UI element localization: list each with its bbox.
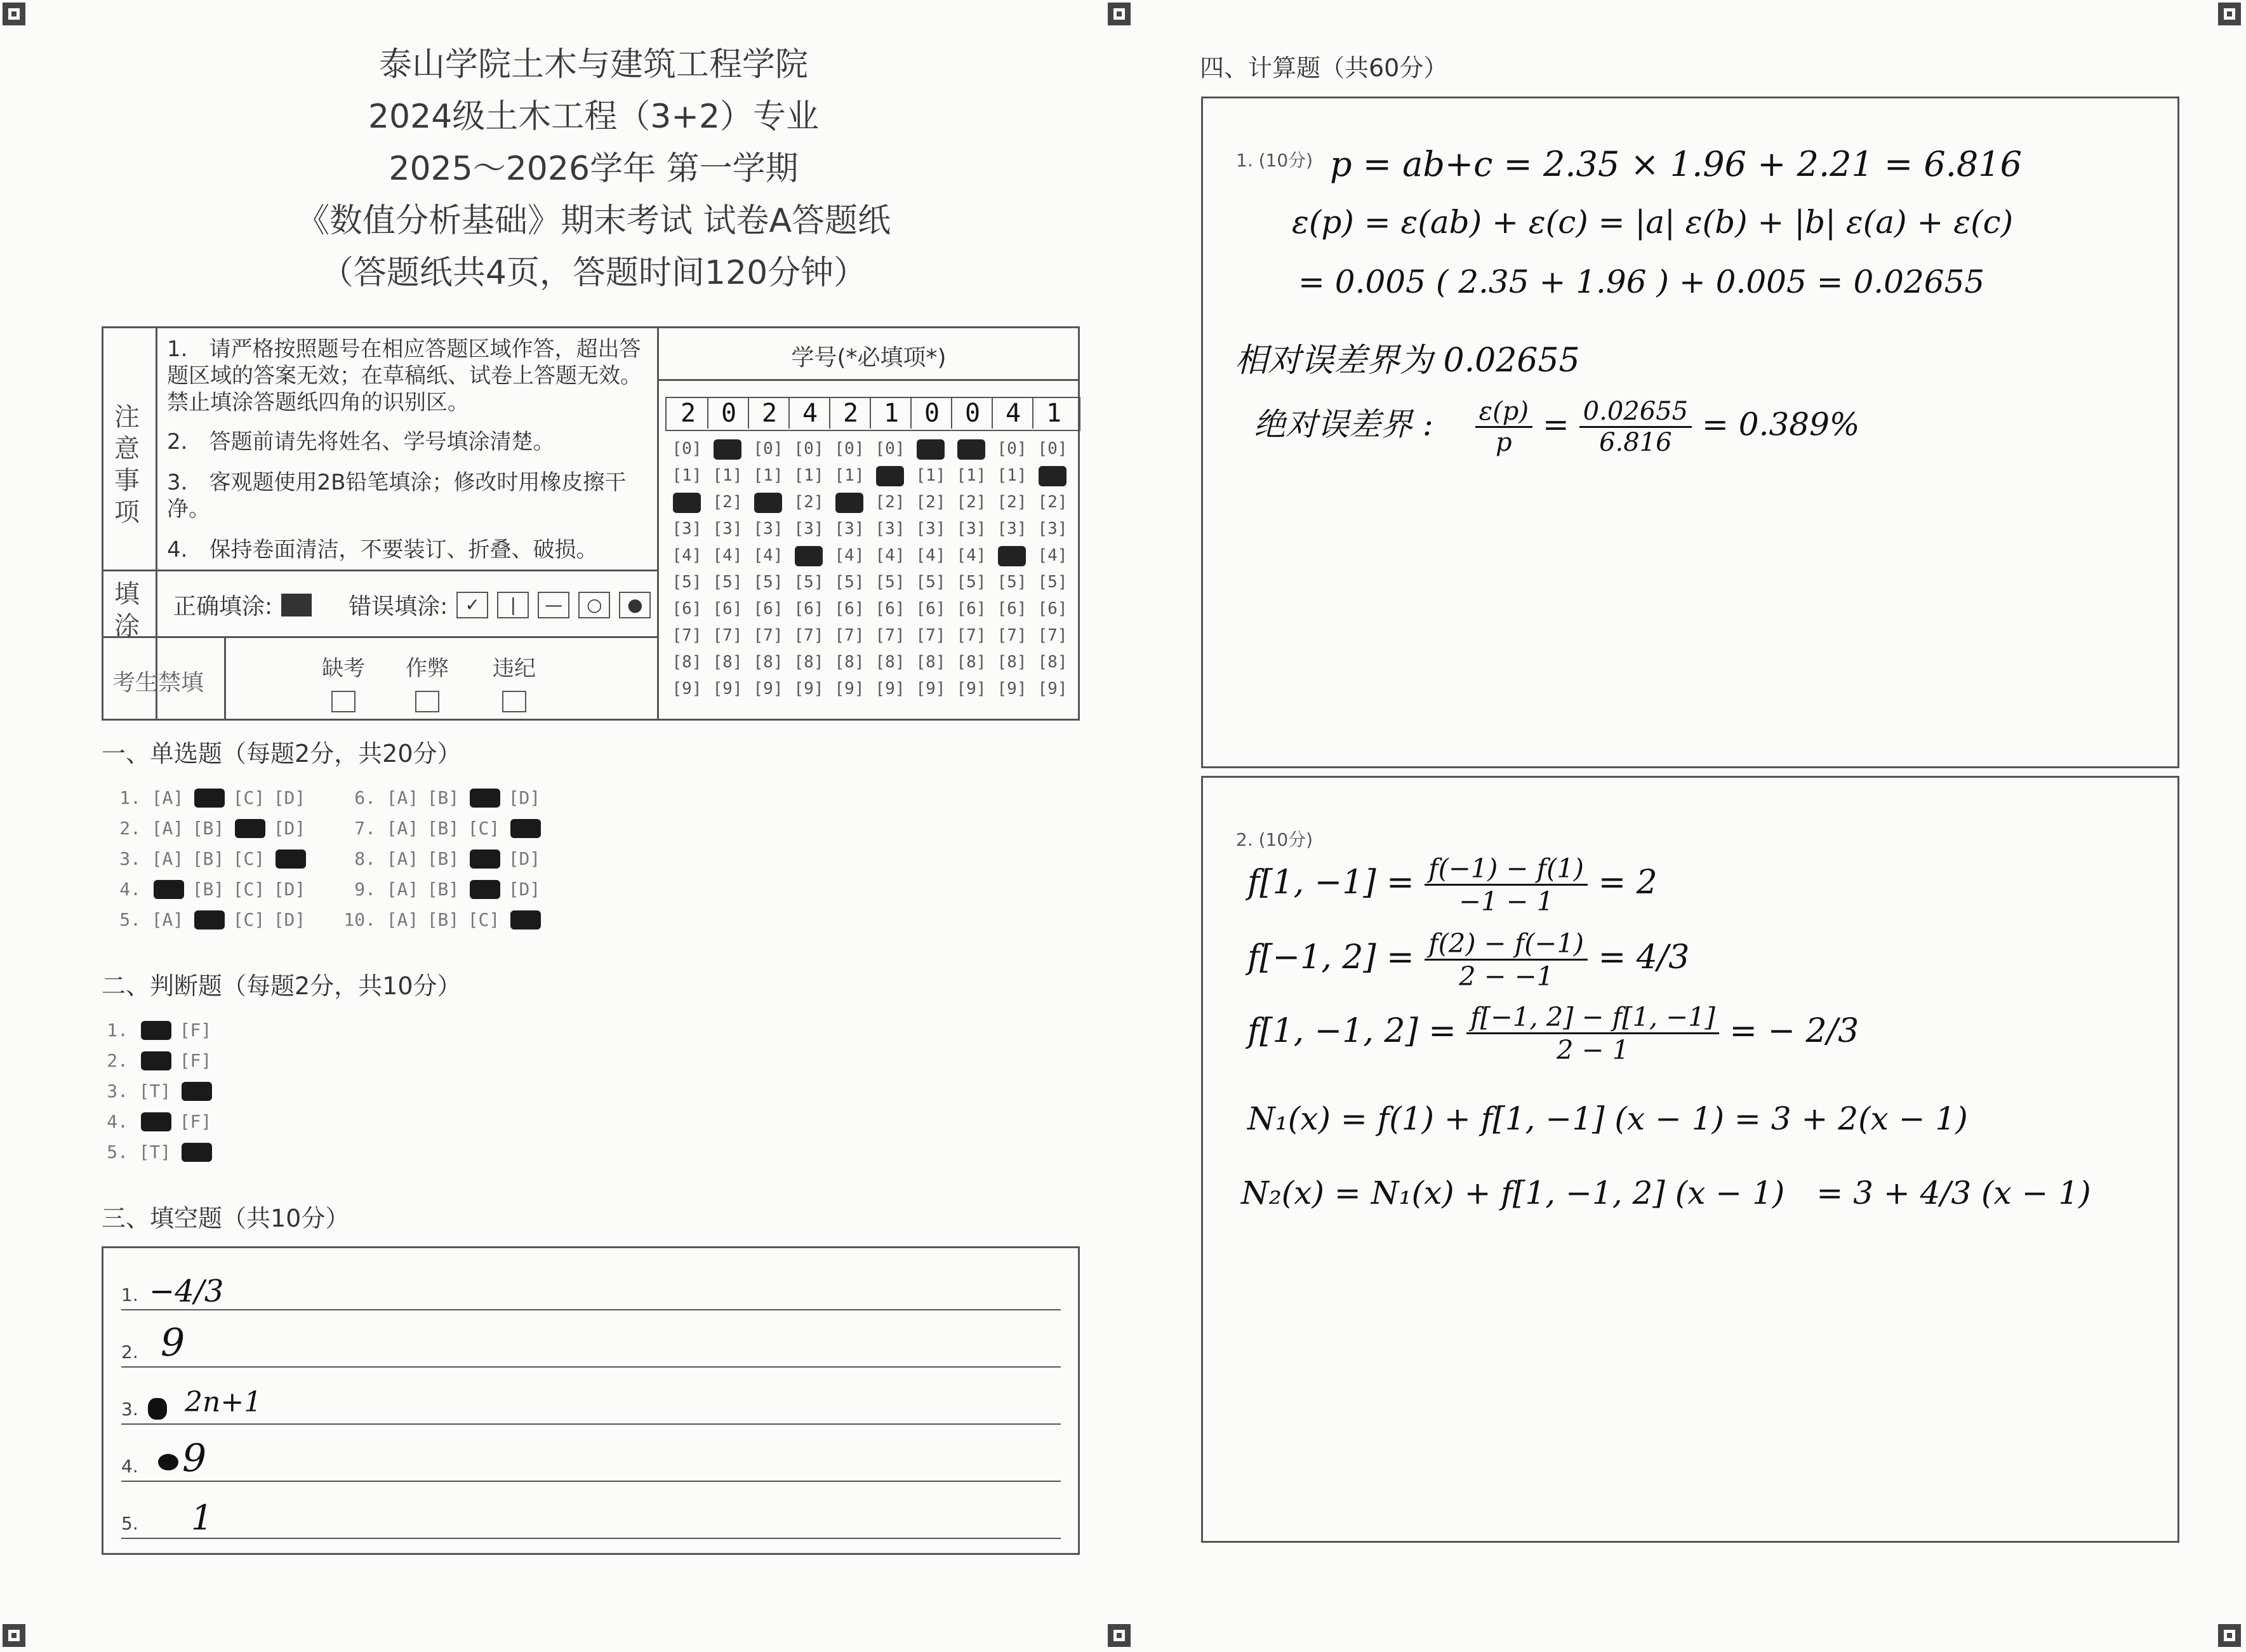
question-number: 2.: [107, 1050, 128, 1071]
question-number: 10.: [343, 909, 376, 930]
calc-q1-abs-error-label: 绝对误差界 :: [1254, 406, 1433, 443]
true-false-bubble[interactable]: [135, 1111, 175, 1132]
wrong-fill-dash: —: [538, 592, 569, 618]
calc-q2-line-5: N₂(x) = N₁(x) + f[1, −1, 2] (x − 1) = 3 + 4/3 (x − 1): [1241, 1175, 2091, 1211]
choice-bubble[interactable]: [D]: [273, 818, 306, 839]
calc-q2-line-1: f[1, −1] = $\frac{f(-1) - f(1)}{-1 - 1}$ = 2: [1247, 853, 1658, 917]
student-id-bubble[interactable]: [9]: [997, 679, 1027, 698]
true-false-bubble[interactable]: [F]: [179, 1020, 212, 1041]
student-id-bubble[interactable]: [5]: [753, 573, 783, 592]
true-false-bubble[interactable]: [T]: [138, 1081, 171, 1102]
choice-bubble[interactable]: [C]: [232, 787, 265, 808]
student-id-bubble[interactable]: [6]: [794, 599, 824, 618]
student-id-bubble[interactable]: [8]: [712, 653, 743, 672]
student-id-bubble[interactable]: [993, 544, 1031, 567]
registration-mark-top-right: [2218, 3, 2241, 25]
student-id-bubble[interactable]: [6]: [875, 599, 905, 618]
student-id-bubble[interactable]: [9]: [956, 679, 987, 698]
student-id-bubble[interactable]: [7]: [997, 626, 1027, 645]
registration-mark-bottom-right: [2218, 1624, 2241, 1647]
absent-checkbox[interactable]: 缺考: [305, 651, 382, 712]
student-id-bubble[interactable]: [7]: [875, 626, 905, 645]
choice-bubble[interactable]: [A]: [386, 818, 419, 839]
student-id-bubble[interactable]: [790, 544, 828, 567]
student-id-bubble[interactable]: [0]: [753, 439, 783, 458]
true-false-question: [95, 1111, 216, 1132]
student-id-bubble[interactable]: [871, 464, 909, 487]
question-number: 8.: [354, 848, 376, 869]
registration-mark-bottom-left: [3, 1624, 25, 1647]
student-id-bubble[interactable]: [6]: [712, 599, 743, 618]
student-id-bubble[interactable]: [4]: [672, 546, 702, 565]
notice-label: 注意事项: [114, 403, 140, 527]
choice-bubble[interactable]: [B]: [427, 879, 460, 900]
student-id-bubble[interactable]: [6]: [672, 599, 702, 618]
student-id-bubble[interactable]: [2]: [997, 493, 1027, 512]
choice-bubble[interactable]: [D]: [508, 848, 541, 869]
fill-blank-5-answer: 1: [191, 1498, 213, 1538]
student-id-bubble[interactable]: [1]: [915, 466, 946, 485]
student-id-bubble[interactable]: [1033, 464, 1072, 487]
forbidden-label: 考生禁填: [112, 670, 204, 696]
student-id-digit: 0: [954, 398, 993, 429]
single-choice-question: [108, 848, 310, 869]
student-id-bubble[interactable]: [2]: [875, 493, 905, 512]
student-id-digit: 1: [872, 398, 912, 429]
exam-title: 《数值分析基础》期末考试 试卷A答题纸: [296, 202, 891, 240]
student-id-bubble[interactable]: [668, 491, 706, 514]
choice-bubble[interactable]: [B]: [192, 879, 225, 900]
true-false-question: [95, 1081, 216, 1102]
student-id-bubble[interactable]: [6]: [915, 599, 946, 618]
exam-info: （答题纸共4页，答题时间120分钟）: [320, 254, 867, 292]
student-id-bubble[interactable]: [5]: [1037, 573, 1068, 592]
student-id-bubble[interactable]: [1]: [712, 466, 743, 485]
true-false-bubble[interactable]: [F]: [179, 1050, 212, 1071]
fill-guide-label: 填涂: [114, 580, 140, 641]
fill-correct-label: 正确填涂:: [173, 594, 273, 620]
student-id-bubble[interactable]: [0]: [834, 439, 865, 458]
student-id-bubble[interactable]: [7]: [712, 626, 743, 645]
student-id-bubble[interactable]: [2]: [794, 493, 824, 512]
student-id-bubble[interactable]: [0]: [997, 439, 1027, 458]
student-id-bubble[interactable]: [2]: [956, 493, 987, 512]
choice-bubble[interactable]: [C]: [467, 909, 500, 930]
student-id-digit: 4: [994, 398, 1033, 429]
student-id-title: 学号(*必填项*): [791, 345, 947, 371]
choice-bubble[interactable]: [A]: [151, 818, 184, 839]
fill-blank-4[interactable]: [121, 1425, 1061, 1482]
student-id-bubble[interactable]: [7]: [834, 626, 865, 645]
fill-blank-3-number: 3.: [121, 1399, 138, 1420]
student-id-bubble[interactable]: [7]: [672, 626, 702, 645]
choice-bubble[interactable]: [B]: [427, 787, 460, 808]
student-id-bubbles: [665, 437, 1078, 717]
choice-bubble[interactable]: [A]: [386, 909, 419, 930]
student-id-bubble[interactable]: [9]: [875, 679, 905, 698]
fill-blank-5-number: 5.: [121, 1513, 138, 1534]
student-id-bubble[interactable]: [7]: [956, 626, 987, 645]
ink-blot: [158, 1454, 178, 1470]
student-id-bubble[interactable]: [5]: [915, 573, 946, 592]
calc-q1-line-4: 相对误差界为 0.02655: [1235, 342, 1580, 380]
student-id-bubble[interactable]: [9]: [753, 679, 783, 698]
student-id-bubble[interactable]: [9]: [1037, 679, 1068, 698]
fill-wrong-label: 错误填涂:: [349, 594, 448, 620]
single-choice-question: [108, 909, 310, 930]
calc-q2-line-2: f[−1, 2] = $\frac{f(2) - f(-1)}{2 - -1}$ = 4/3: [1247, 928, 1690, 992]
wrong-fill-dot: ●: [619, 592, 651, 618]
single-choice-question: [108, 879, 310, 900]
question-number: 9.: [354, 879, 376, 900]
student-id-bubble[interactable]: [5]: [956, 573, 987, 592]
student-id-digit: 4: [791, 398, 830, 429]
question-number: 5.: [107, 1142, 128, 1162]
choice-bubble[interactable]: [463, 787, 504, 808]
correct-fill-sample: [281, 594, 312, 616]
fraction: $\frac{\varepsilon(p)}{p}$: [1475, 397, 1532, 457]
choice-bubble[interactable]: [C]: [467, 818, 500, 839]
student-id-bubble[interactable]: [5]: [672, 573, 702, 592]
student-id-digit: 2: [750, 398, 790, 429]
section-fill-blank-title: 三、填空题（共10分）: [102, 1204, 350, 1232]
class-name: 2024级土木工程（3+2）专业: [368, 98, 820, 136]
question-number: 2.: [119, 818, 141, 839]
choice-bubble[interactable]: [D]: [508, 787, 541, 808]
choice-bubble[interactable]: [C]: [232, 848, 265, 869]
student-id-bubble[interactable]: [0]: [794, 439, 824, 458]
student-id-bubble[interactable]: [5]: [875, 573, 905, 592]
question-number: 3.: [107, 1081, 128, 1102]
student-id-bubble[interactable]: [4]: [915, 546, 946, 565]
fill-blank-1[interactable]: [121, 1253, 1061, 1310]
fill-blank-4-answer: 9: [182, 1436, 207, 1481]
student-id-bubble[interactable]: [9]: [712, 679, 743, 698]
registration-mark-top-center: [1108, 3, 1131, 25]
student-id-bubble[interactable]: [0]: [875, 439, 905, 458]
student-id-bubble[interactable]: [3]: [712, 519, 743, 538]
calc-q1-line-3: = 0.005 ( 2.35 + 1.96 ) + 0.005 = 0.02655: [1298, 263, 1985, 300]
choice-bubble[interactable]: [147, 879, 188, 900]
student-id-bubble[interactable]: [6]: [753, 599, 783, 618]
single-choice-question: [343, 818, 545, 839]
calc-q2-line-3: f[1, −1, 2] = $\frac{f[-1, 2] - f[1, -1]}{2 - 1}$ = − 2/3: [1247, 1001, 1859, 1065]
single-choice-question: [343, 909, 545, 930]
student-id-bubble[interactable]: [6]: [834, 599, 865, 618]
question-number: 6.: [354, 787, 376, 808]
student-id-bubble[interactable]: [8]: [875, 653, 905, 672]
student-id-bubble[interactable]: [3]: [794, 519, 824, 538]
choice-bubble[interactable]: [463, 848, 504, 869]
choice-bubble[interactable]: [A]: [151, 909, 184, 930]
student-id-bubble[interactable]: [3]: [1037, 519, 1068, 538]
student-id-bubble[interactable]: [4]: [1037, 546, 1068, 565]
true-false-bubble[interactable]: [175, 1142, 216, 1162]
notice-item-2: 2. 答题前请先将姓名、学号填涂清楚。: [167, 429, 555, 455]
single-choice-question: [108, 787, 310, 808]
student-id-bubble[interactable]: [1]: [997, 466, 1027, 485]
choice-bubble[interactable]: [C]: [232, 909, 265, 930]
registration-mark-top-left: [3, 3, 25, 25]
true-false-question: [95, 1020, 216, 1041]
fraction: $\frac{0.02655}{6.816}$: [1579, 397, 1692, 457]
choice-bubble[interactable]: [A]: [386, 848, 419, 869]
fill-blank-1-answer: −4/3: [149, 1274, 224, 1309]
student-id-bubble[interactable]: [3]: [956, 519, 987, 538]
calc-q1-result: = 0.389%: [1701, 406, 1860, 443]
true-false-question: [95, 1142, 216, 1162]
student-id-bubble[interactable]: [5]: [794, 573, 824, 592]
student-id-bubble[interactable]: [4]: [712, 546, 743, 565]
student-id-bubble[interactable]: [5]: [997, 573, 1027, 592]
fill-blank-3[interactable]: [121, 1368, 1061, 1425]
student-id-bubble[interactable]: [8]: [672, 653, 702, 672]
section-calculation-title: 四、计算题（共60分）: [1200, 54, 1448, 82]
choice-bubble[interactable]: [C]: [232, 879, 265, 900]
ink-blot: [148, 1398, 167, 1420]
single-choice-question: [343, 879, 545, 900]
student-id-digit: 2: [832, 398, 871, 429]
fill-blank-2-answer: 9: [161, 1321, 185, 1365]
section-true-false-title: 二、判断题（每题2分，共10分）: [102, 972, 462, 1000]
student-id-bubble[interactable]: [1]: [753, 466, 783, 485]
student-id-bubble[interactable]: [6]: [997, 599, 1027, 618]
question-number: 1.: [107, 1020, 128, 1041]
student-id-bubble[interactable]: [3]: [672, 519, 702, 538]
student-id-bubble[interactable]: [5]: [834, 573, 865, 592]
choice-bubble[interactable]: [504, 909, 545, 930]
choice-bubble[interactable]: [B]: [427, 848, 460, 869]
student-id-bubble[interactable]: [6]: [956, 599, 987, 618]
student-id-bubble[interactable]: [9]: [834, 679, 865, 698]
student-id-digit: 0: [913, 398, 952, 429]
question-number: 4.: [107, 1111, 128, 1132]
choice-bubble[interactable]: [A]: [386, 879, 419, 900]
student-id-bubble[interactable]: [1]: [794, 466, 824, 485]
true-false-bubble[interactable]: [175, 1081, 216, 1102]
true-false-bubble[interactable]: [135, 1020, 175, 1041]
student-id-bubble[interactable]: [7]: [753, 626, 783, 645]
single-choice-question: [343, 787, 545, 808]
true-false-bubble[interactable]: [T]: [138, 1142, 171, 1162]
student-id-bubble[interactable]: [4]: [834, 546, 865, 565]
student-id-bubble[interactable]: [8]: [915, 653, 946, 672]
choice-bubble[interactable]: [D]: [273, 879, 306, 900]
student-id-bubble[interactable]: [8]: [753, 653, 783, 672]
student-id-bubble[interactable]: [1]: [956, 466, 987, 485]
fill-blank-3-answer: 2n+1: [185, 1386, 262, 1418]
calc-question-2-label: 2. (10分): [1236, 829, 1313, 850]
student-id-bubble[interactable]: [830, 491, 868, 514]
single-choice-question: [343, 848, 545, 869]
calc-question-2-box[interactable]: [1201, 776, 2179, 1543]
calc-q2-line-4: N₁(x) = f(1) + f[1, −1] (x − 1) = 3 + 2(x − 1): [1247, 1100, 1968, 1137]
student-id-bubble[interactable]: [3]: [834, 519, 865, 538]
wrong-fill-check: ✓: [456, 592, 488, 618]
student-id-bubble[interactable]: [2]: [1037, 493, 1068, 512]
student-id-digit: 0: [710, 398, 749, 429]
registration-mark-bottom-center: [1108, 1624, 1131, 1647]
notice-item-3: 3. 客观题使用2B铅笔填涂；修改时用橡皮擦干净。: [167, 470, 627, 522]
fill-blank-2-number: 2.: [121, 1342, 138, 1362]
student-id-bubble[interactable]: [3]: [915, 519, 946, 538]
wrong-fill-circle: ○: [578, 592, 610, 618]
student-id-digits: [665, 397, 1080, 431]
student-id-bubble[interactable]: [9]: [915, 679, 946, 698]
student-id-bubble[interactable]: [8]: [956, 653, 987, 672]
semester: 2025～2026学年 第一学期: [389, 150, 799, 188]
student-id-bubble[interactable]: [8]: [1037, 653, 1068, 672]
question-number: 7.: [354, 818, 376, 839]
choice-bubble[interactable]: [188, 787, 229, 808]
student-id-bubble[interactable]: [2]: [712, 493, 743, 512]
fill-guide: [173, 589, 651, 621]
student-id-bubble[interactable]: [4]: [956, 546, 987, 565]
student-id-digit: 2: [669, 398, 708, 429]
student-id-bubble[interactable]: [3]: [753, 519, 783, 538]
student-id-digit: 1: [1046, 399, 1062, 428]
choice-bubble[interactable]: [188, 909, 229, 930]
student-id-bubble[interactable]: [7]: [915, 626, 946, 645]
student-id-bubble[interactable]: [952, 437, 990, 460]
choice-bubble[interactable]: [269, 848, 310, 869]
fill-blank-4-number: 4.: [121, 1456, 138, 1477]
question-number: 5.: [119, 909, 141, 930]
fraction: $\frac{f(-1) - f(1)}{-1 - 1}$: [1425, 853, 1588, 917]
choice-bubble[interactable]: [463, 879, 504, 900]
student-id-bubble[interactable]: [7]: [1037, 626, 1068, 645]
true-false-bubble[interactable]: [135, 1050, 175, 1071]
notice-and-id-box: [102, 326, 1080, 721]
violation-checkbox[interactable]: 违纪: [476, 651, 552, 712]
student-id-bubble[interactable]: [1]: [672, 466, 702, 485]
calc-q1-line-5: 绝对误差界 : $\frac{\varepsilon(p)}{p}$ = $\frac{0.02655}{6.816}$ = 0.389%: [1254, 397, 1860, 457]
choice-bubble[interactable]: [B]: [192, 848, 225, 869]
student-id-bubble[interactable]: [3]: [997, 519, 1027, 538]
student-id-bubble[interactable]: [0]: [672, 439, 702, 458]
fill-blank-5[interactable]: [121, 1482, 1061, 1539]
fill-blank-2[interactable]: [121, 1310, 1061, 1368]
student-id-bubble[interactable]: [7]: [794, 626, 824, 645]
question-number: 4.: [119, 879, 141, 900]
choice-bubble[interactable]: [504, 818, 545, 839]
choice-bubble[interactable]: [D]: [508, 879, 541, 900]
student-id-bubble[interactable]: [4]: [875, 546, 905, 565]
student-id-bubble[interactable]: [6]: [1037, 599, 1068, 618]
calc-q1-line-2: ε(p) = ε(ab) + ε(c) = |a| ε(b) + |b| ε(a) + ε(c): [1292, 204, 2014, 241]
question-number: 1.: [119, 787, 141, 808]
student-id-bubble[interactable]: [9]: [794, 679, 824, 698]
student-id-bubble[interactable]: [749, 491, 787, 514]
choice-bubble[interactable]: [A]: [151, 848, 184, 869]
fill-blank-box: [102, 1246, 1080, 1555]
student-id-bubble[interactable]: [912, 437, 950, 460]
choice-bubble[interactable]: [A]: [386, 787, 419, 808]
single-choice-question: [108, 818, 310, 839]
fraction: $\frac{f[-1, 2] - f[1, -1]}{2 - 1}$: [1466, 1001, 1718, 1065]
school-name: 泰山学院土木与建筑工程学院: [378, 46, 808, 84]
wrong-fill-bar: |: [497, 592, 529, 618]
calc-question-1-box[interactable]: [1201, 97, 2179, 768]
fraction: $\frac{f(2) - f(-1)}{2 - -1}$: [1425, 928, 1588, 992]
calc-question-1-label: 1. (10分): [1236, 150, 1313, 171]
student-id-bubble[interactable]: [3]: [875, 519, 905, 538]
choice-bubble[interactable]: [229, 818, 269, 839]
choice-bubble[interactable]: [B]: [192, 818, 225, 839]
choice-bubble[interactable]: [B]: [427, 818, 460, 839]
choice-bubble[interactable]: [D]: [273, 909, 306, 930]
student-id-bubble[interactable]: [8]: [834, 653, 865, 672]
student-id-bubble[interactable]: [8]: [794, 653, 824, 672]
notice-item-4: 4. 保持卷面清洁，不要装订、折叠、破损。: [167, 537, 598, 563]
section-single-choice-title: 一、单选题（每题2分，共20分）: [102, 740, 462, 768]
question-number: 3.: [119, 848, 141, 869]
calc-q1-line-1: p = ab+c = 2.35 × 1.96 + 2.21 = 6.816: [1330, 144, 2022, 184]
student-id-bubble[interactable]: [2]: [915, 493, 946, 512]
student-id-bubble[interactable]: [5]: [712, 573, 743, 592]
student-id-bubble[interactable]: [1]: [834, 466, 865, 485]
student-id-bubble[interactable]: [9]: [672, 679, 702, 698]
true-false-question: [95, 1050, 216, 1071]
true-false-bubble[interactable]: [F]: [179, 1111, 212, 1132]
fill-blank-1-number: 1.: [121, 1284, 138, 1305]
choice-bubble[interactable]: [D]: [273, 787, 306, 808]
cheating-checkbox[interactable]: 作弊: [389, 651, 465, 712]
choice-bubble[interactable]: [B]: [427, 909, 460, 930]
student-id-bubble[interactable]: [4]: [753, 546, 783, 565]
student-id-bubble[interactable]: [0]: [1037, 439, 1068, 458]
student-id-bubble[interactable]: [708, 437, 747, 460]
student-id-bubble[interactable]: [8]: [997, 653, 1027, 672]
notice-item-1: 1. 请严格按照题号在相应答题区域作答，超出答题区域的答案无效；在草稿纸、试卷上答题无效。禁止填涂答题纸四角的识别区。: [167, 336, 642, 415]
choice-bubble[interactable]: [A]: [151, 787, 184, 808]
